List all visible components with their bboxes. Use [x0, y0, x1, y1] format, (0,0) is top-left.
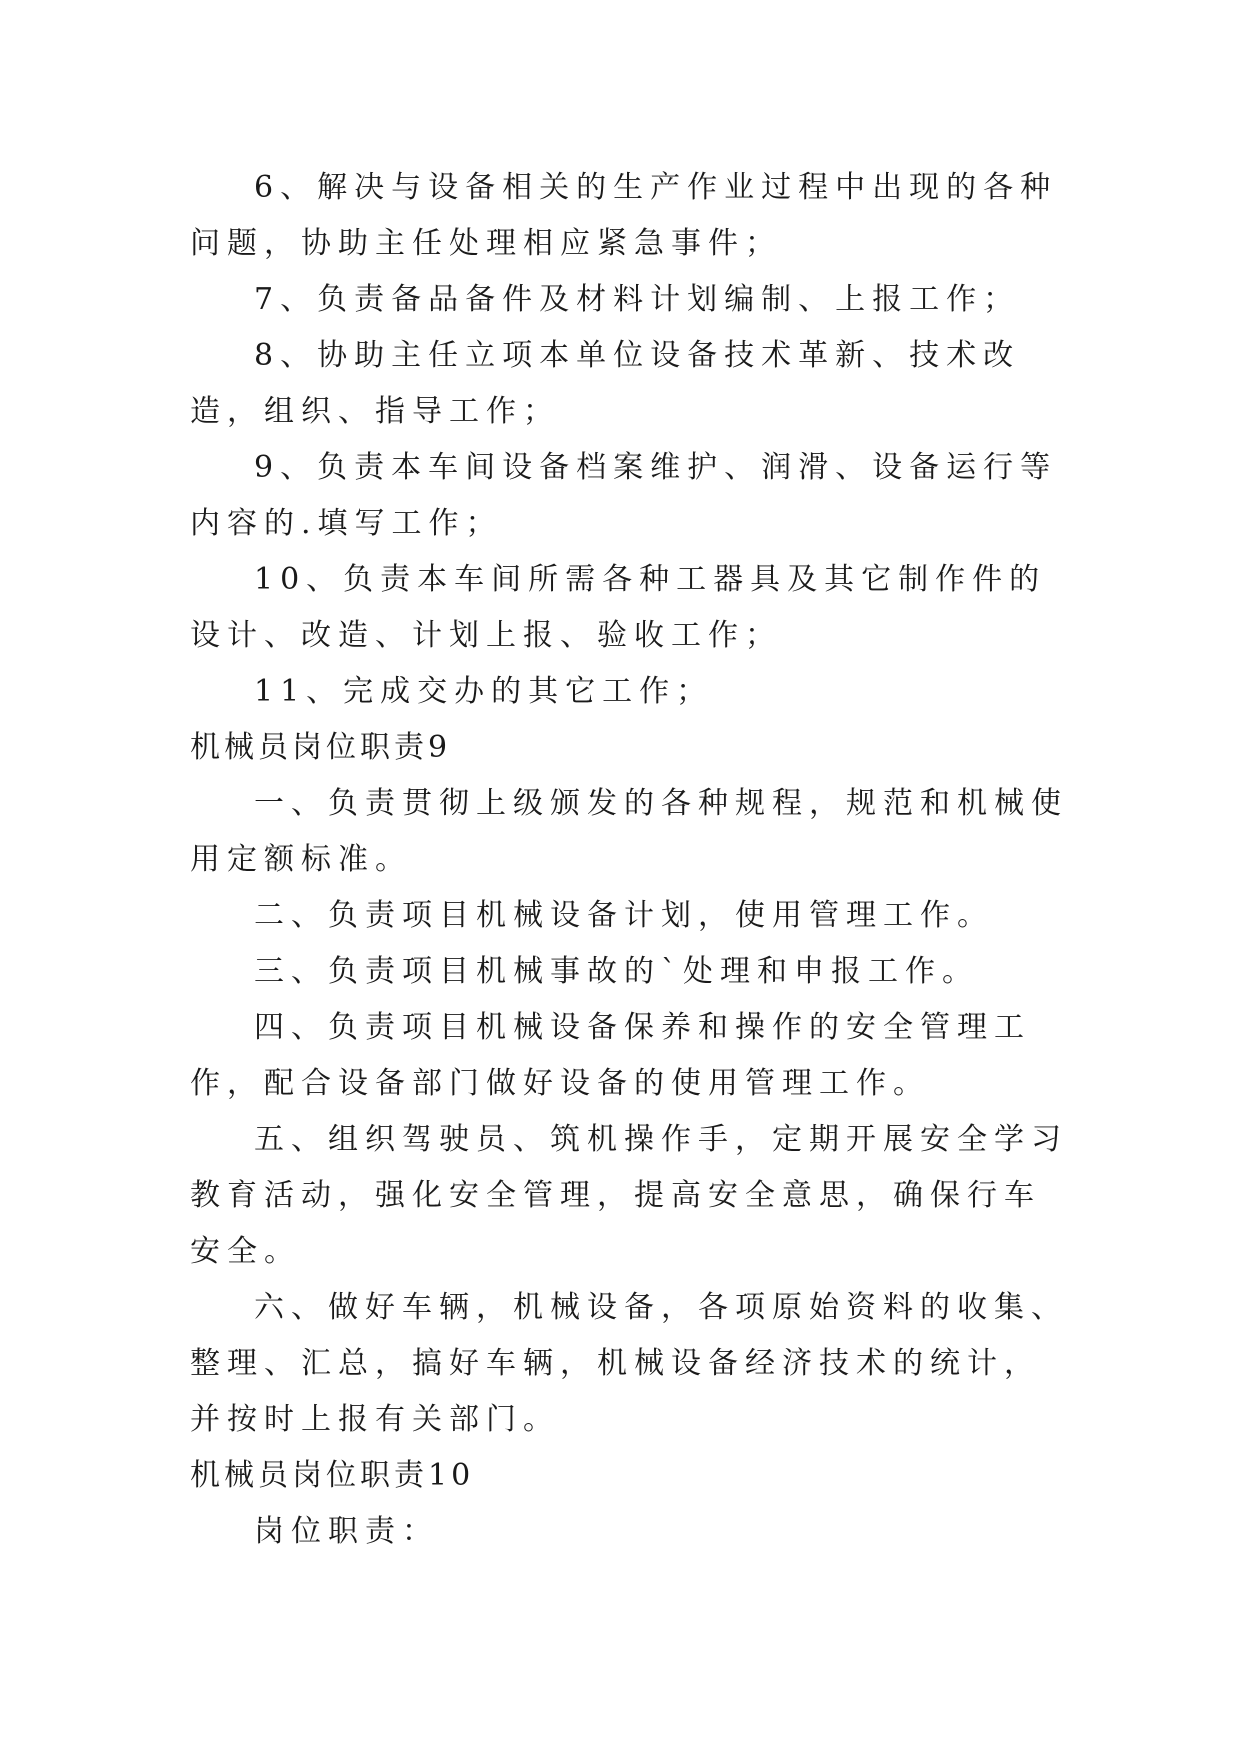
paragraph: 二、负责项目机械设备计划，使用管理工作。: [254, 898, 994, 933]
section-heading: 机械员岗位职责9: [190, 730, 452, 765]
paragraph: 10、负责本车间所需各种工器具及其它制作件的设计、改造、计划上报、验收工作；: [190, 562, 1047, 653]
paragraph: 五、组织驾驶员、筑机操作手，定期开展安全学习教育活动，强化安全管理，提高安全意思，确保行车安全。: [190, 1122, 1068, 1269]
paragraph: 6、解决与设备相关的生产作业过程中出现的各种问题，协助主任处理相应紧急事件；: [190, 170, 1058, 261]
paragraph: 11、完成交办的其它工作；: [254, 674, 714, 709]
paragraph: 六、做好车辆，机械设备，各项原始资料的收集、整理、汇总，搞好车辆，机械设备经济技术的统计，并按时上报有关部门。: [190, 1290, 1068, 1437]
paragraph: 9、负责本车间设备档案维护、润滑、设备运行等内容的.填写工作；: [190, 450, 1058, 541]
document-page: [190, 160, 1070, 1560]
paragraph: 一、负责贯彻上级颁发的各种规程，规范和机械使用定额标准。: [190, 786, 1068, 877]
paragraph: 7、负责备品备件及材料计划编制、上报工作；: [254, 282, 1021, 317]
paragraph: 岗位职责：: [254, 1514, 439, 1549]
paragraph: 8、协助主任立项本单位设备技术革新、技术改造，组织、指导工作；: [190, 338, 1021, 429]
paragraph: 三、负责项目机械事故的`处理和申报工作。: [254, 954, 979, 989]
paragraph: 四、负责项目机械设备保养和操作的安全管理工作，配合设备部门做好设备的使用管理工作。: [190, 1010, 1031, 1101]
section-heading: 机械员岗位职责10: [190, 1458, 475, 1493]
